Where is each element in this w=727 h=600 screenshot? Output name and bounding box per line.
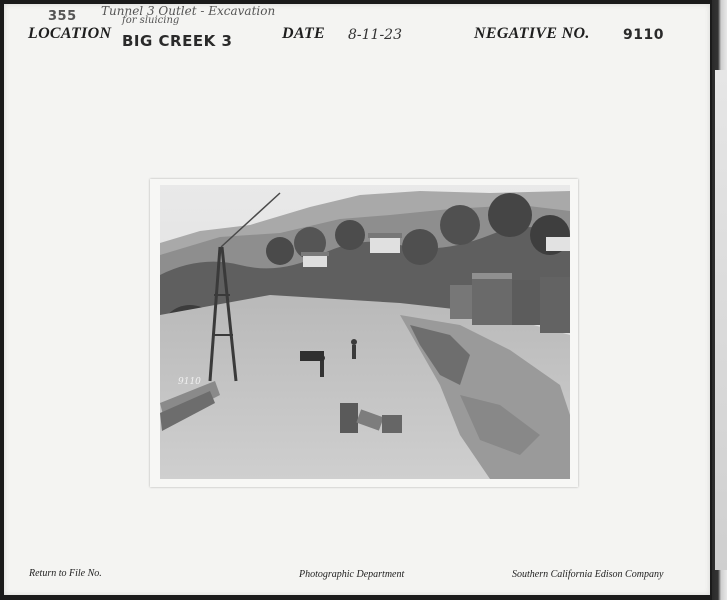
negative-mark: 9110 <box>178 377 201 387</box>
footer-department: Photographic Department <box>299 569 405 580</box>
handwritten-note-line2: for sluicing <box>122 15 180 26</box>
negative-value: 9110 <box>623 27 664 43</box>
location-value: BIG CREEK 3 <box>122 32 233 50</box>
archive-photo-card <box>4 4 710 595</box>
adjacent-card-face <box>715 70 727 570</box>
location-label: LOCATION <box>28 25 112 42</box>
date-value: 8-11-23 <box>348 27 402 43</box>
photo-mount <box>150 179 578 487</box>
footer-company: Southern California Edison Company <box>512 569 664 580</box>
negative-label: NEGATIVE NO. <box>474 25 590 42</box>
record-number: 355 <box>48 9 77 24</box>
adjacent-card-edge <box>712 0 727 600</box>
handwritten-note-line1: Tunnel 3 Outlet - Excavation <box>101 4 276 18</box>
excavation-photograph <box>160 185 570 479</box>
footer-return-to-file: Return to File No. <box>29 568 102 579</box>
photo-scene <box>160 185 570 479</box>
date-label: DATE <box>282 25 325 42</box>
